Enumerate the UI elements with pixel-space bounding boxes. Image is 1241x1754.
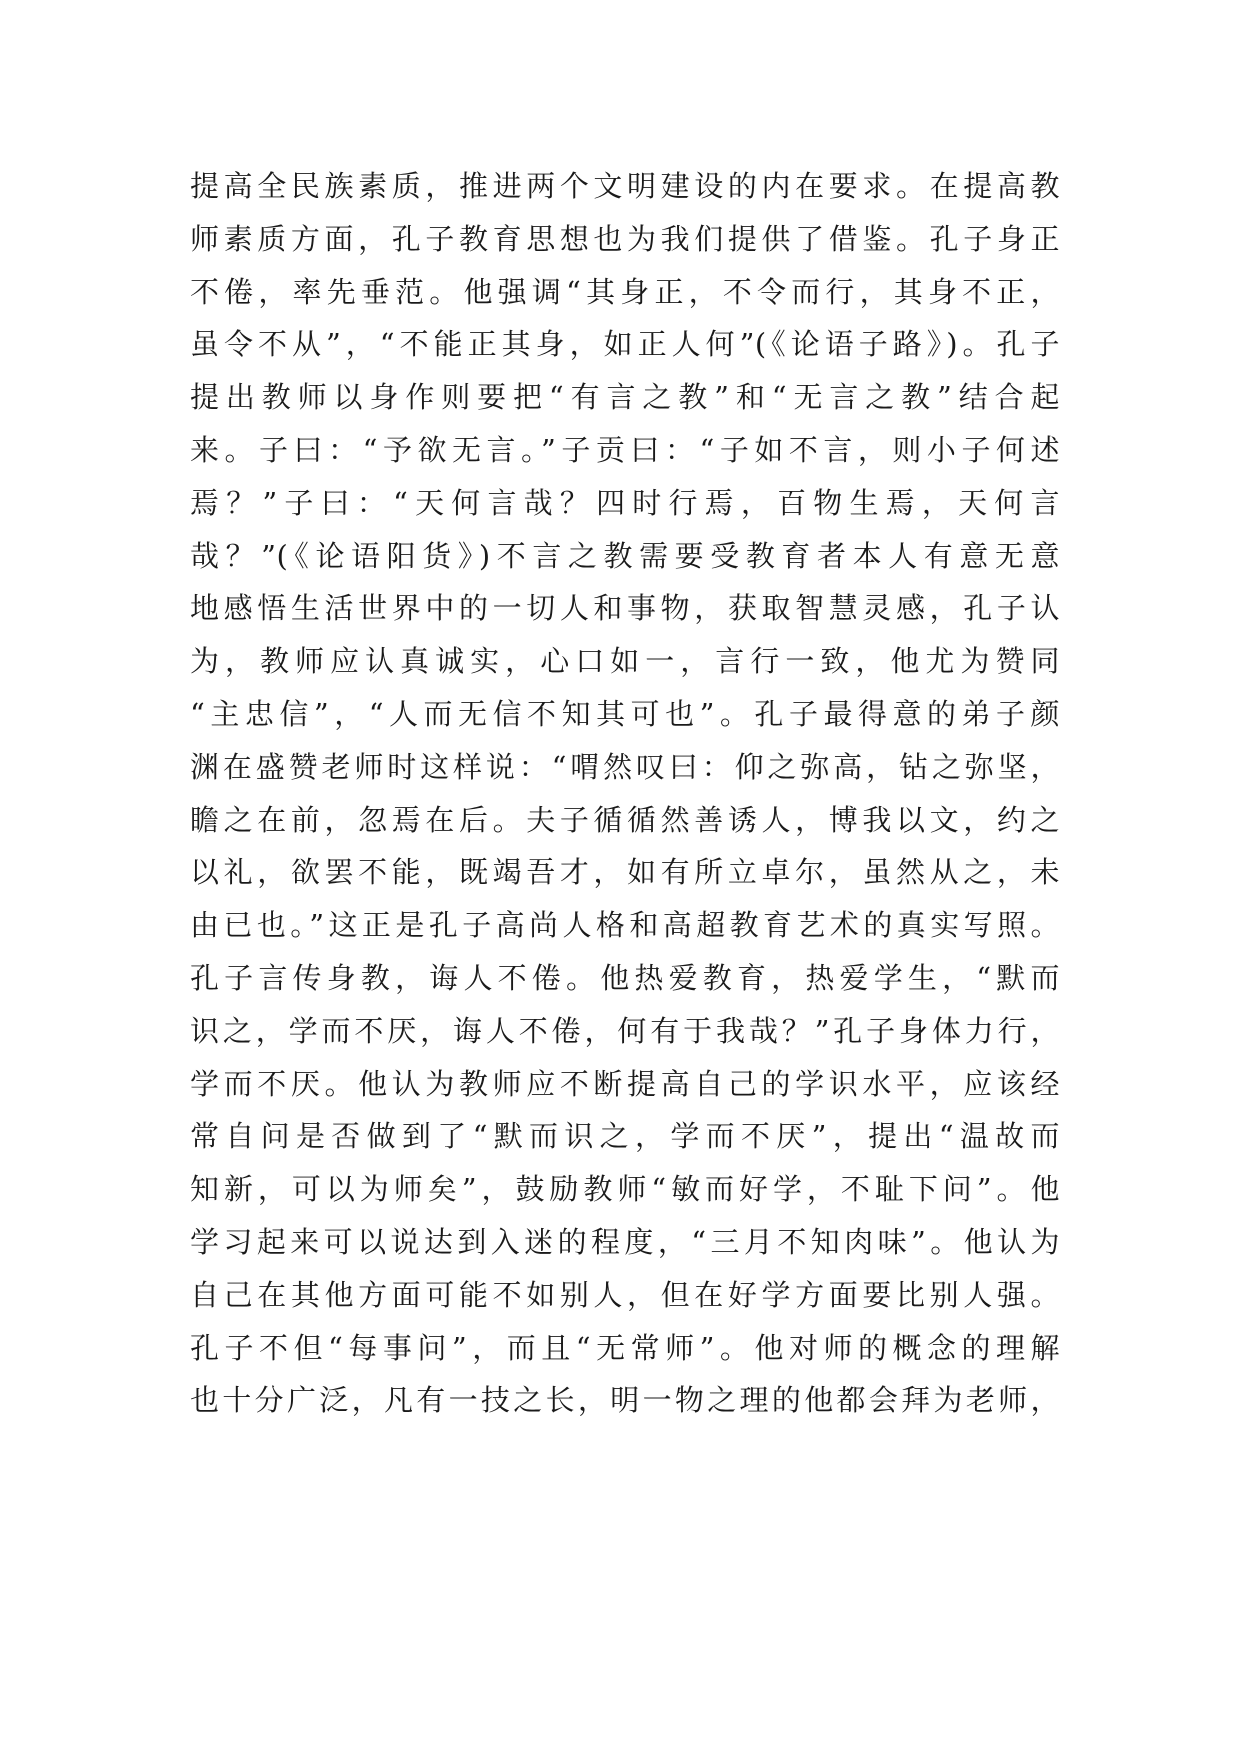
text-line: 为，教师应认真诚实，心口如一，言行一致，他尤为赞同	[190, 644, 1060, 679]
text-line: 孔子不但“每事问”，而且“无常师”。他对师的概念的理解	[190, 1330, 1060, 1365]
text-line: 不倦，率先垂范。他强调“其身正，不令而行，其身不正，	[190, 274, 1060, 309]
text-line: 孔子言传身教，诲人不倦。他热爱教育，热爱学生，“默而	[190, 960, 1060, 995]
text-line: 知新，可以为师矣”，鼓励教师“敏而好学，不耻下问”。他	[190, 1172, 1060, 1207]
text-line: 地感悟生活世界中的一切人和事物，获取智慧灵感，孔子认	[190, 591, 1060, 626]
text-line: 常自问是否做到了“默而识之，学而不厌”，提出“温故而	[190, 1119, 1060, 1154]
text-line: “主忠信”，“人而无信不知其可也”。孔子最得意的弟子颜	[190, 696, 1060, 731]
text-line: 学而不厌。他认为教师应不断提高自己的学识水平，应该经	[190, 1066, 1060, 1101]
text-line: 自己在其他方面可能不如别人，但在好学方面要比别人强。	[190, 1277, 1060, 1312]
text-line: 哉？”(《论语阳货》)不言之教需要受教育者本人有意无意	[190, 538, 1060, 573]
text-line: 渊在盛赞老师时这样说：“喟然叹曰：仰之弥高，钻之弥坚，	[190, 749, 1060, 784]
text-line: 师素质方面，孔子教育思想也为我们提供了借鉴。孔子身正	[190, 221, 1060, 256]
text-line: 以礼，欲罢不能，既竭吾才，如有所立卓尔，虽然从之，未	[190, 855, 1060, 890]
text-line: 来。子曰：“予欲无言。”子贡曰：“子如不言，则小子何述	[190, 432, 1060, 467]
text-line: 虽令不从”，“不能正其身，如正人何”(《论语子路》)。孔子	[190, 327, 1060, 362]
text-line: 瞻之在前，忽焉在后。夫子循循然善诱人，博我以文，约之	[190, 802, 1060, 837]
text-line: 提高全民族素质，推进两个文明建设的内在要求。在提高教	[190, 169, 1060, 203]
text-line: 由已也。”这正是孔子高尚人格和高超教育艺术的真实写照。	[190, 908, 1060, 943]
text-line: 焉？”子曰：“天何言哉？四时行焉，百物生焉，天何言	[190, 485, 1060, 520]
text-line: 提出教师以身作则要把“有言之教”和“无言之教”结合起	[190, 380, 1060, 415]
text-line: 学习起来可以说达到入迷的程度，“三月不知肉味”。他认为	[190, 1224, 1060, 1259]
body-text	[190, 160, 1060, 1427]
text-line: 识之，学而不厌，诲人不倦，何有于我哉？”孔子身体力行，	[190, 1013, 1060, 1048]
text-line: 也十分广泛，凡有一技之长，明一物之理的他都会拜为老师，	[190, 1383, 1060, 1418]
